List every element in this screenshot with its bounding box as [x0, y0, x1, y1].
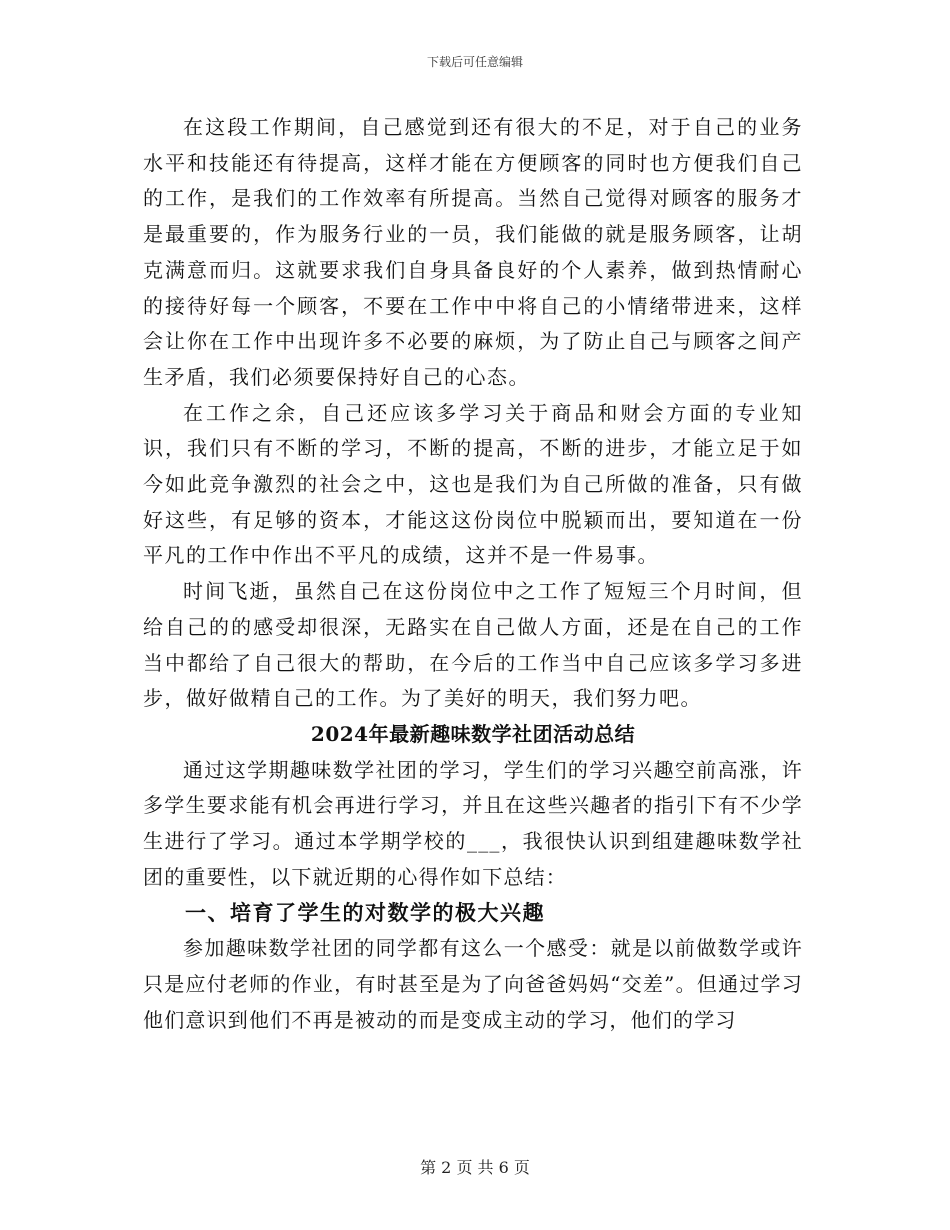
page-number: 第 2 页 共 6 页 [420, 1158, 530, 1177]
paragraph-work-shortcomings: 在这段工作期间，自己感觉到还有很大的不足，对于自己的业务水平和技能还有待提高，这样才能在方便顾客的同时也方便我们自己的工作，是我们的工作效率有所提高。当然自己觉得对顾客的服务才是最重要的，作为服务行业的一员，我们能做的就是服务顾客，让胡克满意而归。这就要求我们自身具备良好的个人素养，做到热情耐心的接待好每一个顾客，不要在工作中中将自己的小情绪带进来，这样会让你在工作中出现许多不必要的麻烦，为了防止自己与顾客之间产生矛盾，我们必须要保持好自己的心态。 [143, 115, 803, 389]
paragraph-study-after-work: 在工作之余，自己还应该多学习关于商品和财会方面的专业知识，我们只有不断的学习，不断的提高，不断的进步，才能立足于如今如此竞争激烈的社会之中，这也是我们为自己所做的准备，只有做好这些，有足够的资本，才能这这份岗位中脱颖而出，要知道在一份平凡的工作中作出不平凡的成绩，这并不是一件易事。 [143, 400, 803, 568]
section-heading-1: 一、培育了学生的对数学的极大兴趣 [185, 900, 545, 926]
paragraph-time-flies: 时间飞逝，虽然自己在这份岗位中之工作了短短三个月时间，但给自己的的感受却很深，无路实在自己做人方面，还是在自己的工作当中都给了自己很大的帮助，在今后的工作当中自己应该多学习多进步，做好做精自己的工作。为了美好的明天，我们努力吧。 [143, 579, 803, 711]
page-header-note: 下载后可任意编辑 [426, 55, 523, 69]
document-title: 2024年最新趣味数学社团活动总结 [310, 721, 636, 746]
paragraph-section-1: 参加趣味数学社团的同学都有这么一个感受：就是以前做数学或许只是应付老师的作业，有时甚至是为了向爸爸妈妈“交差”。但通过学习他们意识到他们不再是被动的而是变成主动的学习，他们的学习 [143, 936, 803, 1032]
document-body [143, 110, 803, 1038]
paragraph-intro: 通过这学期趣味数学社团的学习，学生们的学习兴趣空前高涨，许多学生要求能有机会再进行学习，并且在这些兴趣者的指引下有不少学生进行了学习。通过本学期学校的___，我很快认识到组建趣味数学社团的重要性，以下就近期的心得作如下总结： [143, 757, 803, 889]
